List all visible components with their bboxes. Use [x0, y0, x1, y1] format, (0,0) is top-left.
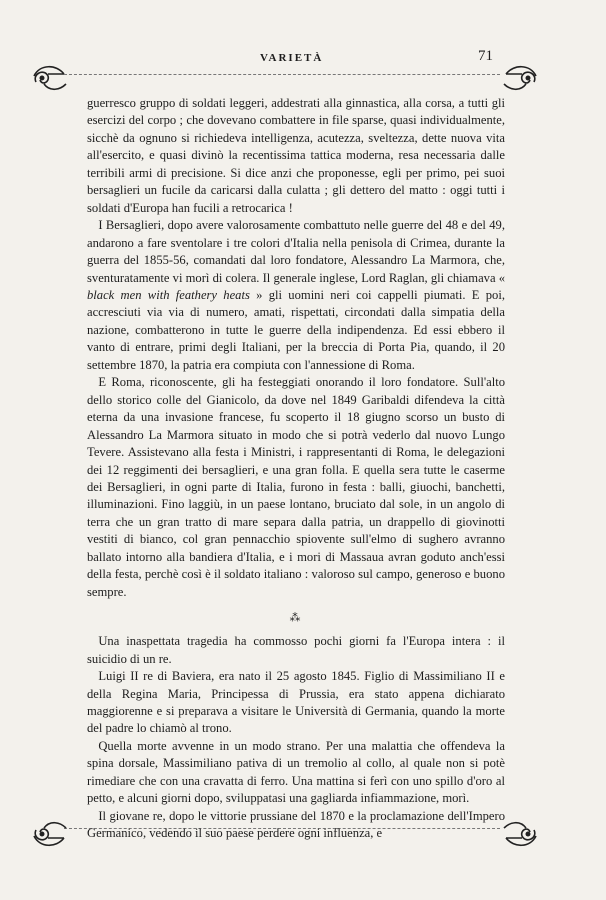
- page-number: 71: [478, 48, 493, 64]
- text-run: I Bersaglieri, dopo avere valorosamente combattuto nelle guerre del 48 e del 49, andarono a fare sventolare i tre colori d'Italia nella penisola di Crimea, durante la guerra del 1855-56, comandati dal loro fondatore, Alessandro La Marmora, che, sventuratamente vi morì di colera. Il generale inglese, Lord Raglan, gli chiamava «: [87, 218, 505, 285]
- paragraph: Quella morte avvenne in un modo strano. Per una malattia che offendeva la spina dorsale, Massimiliano pativa di un tremolio al collo, al quale non si potè rimediare che con una cravatta di ferro. Una mattina si ferì con uno spillo d'oro al petto, e alcuni giorni dopo, sviluppatasi una gagliarda infiammazione, morì.: [87, 738, 505, 806]
- body-text: [87, 95, 505, 843]
- italic-quote: black men with feathery heats: [87, 287, 250, 302]
- flourish-icon-top-left: [30, 62, 70, 100]
- flourish-icon-bottom-right: [500, 812, 540, 850]
- text-run: » gli uomini neri coi cappelli piumati. E poi, accresciuti via via di numero, amati, rispettati, circondati dalla simpatia della nazione, combatterono in tutte le guerre della indipendenza. Ed essi ebbero il vanto di entrare, primi degli Italiani, per la breccia di Porta Pia, quando, il 20 settembre 1870, la patria era compiuta con l'annessione di Roma.: [87, 287, 505, 372]
- paragraph: Una inaspettata tragedia ha commosso pochi giorni fa l'Europa intera : il suicidio di un re.: [87, 634, 505, 666]
- section-divider: ⁂: [289, 612, 303, 625]
- flourish-icon-bottom-left: [30, 812, 70, 850]
- running-title: VARIETÀ: [260, 52, 324, 64]
- paragraph: Il giovane re, dopo le vittorie prussiane del 1870 e la proclamazione dell'Impero Germanico, vedendo il suo paese perdere ogni influenza, e: [87, 808, 505, 841]
- paragraph: guerresco gruppo di soldati leggeri, addestrati alla ginnastica, alla corsa, a tutti gli esercizi del corpo ; che dovevano combattere in file sparse, quasi individualmente, sicchè da ognuno si richiedeva intelligenza, acutezza, sveltezza, dette nuova vita all'esercito, e quasi divinò la recentissima tattica moderna, resa necessaria dalle terribili armi di precisione. Si dice anzi che proponesse, egli per primo, pei suoi bersaglieri un fucile da caricarsi dalla culatta ; gli dettero del matto : oggi tutti i soldati d'Europa han fucili a retrocarica !: [87, 96, 505, 215]
- flourish-icon-top-right: [500, 62, 540, 100]
- paragraph: [87, 217, 505, 374]
- top-rule: [64, 74, 500, 75]
- paragraph: Luigi II re di Baviera, era nato il 25 agosto 1845. Figlio di Massimiliano II e della Regina Maria, Principessa di Prussia, era stato appena dichiarato maggiorenne e si preparava a visitare le Università di Germania, quando la morte del padre lo chiamò al trono.: [87, 669, 505, 736]
- paragraph: E Roma, riconoscente, gli ha festeggiati onorando il loro fondatore. Sull'alto dello storico colle del Gianicolo, da dove nel 1849 Garibaldi difendeva la città eterna da una invasione francese, fu scoperto il 18 giugno scorso un busto di Alessandro La Marmora situato in modo che si potrà vederlo dal nuovo Lungo Tevere. Assistevano alla festa i Ministri, i rappresentanti di Roma, le delegazioni dei 12 reggimenti dei bersaglieri, e una gran folla. E quella sera tutte le caserme dei Bersaglieri, in ogni parte di Italia, furono in festa : balli, giuochi, banchetti, illuminazioni. Fino laggiù, in un paese lontano, bruciato dal sole, in un angolo di terra che un gran tratto di mare separa dalla patria, un drappello di giovinotti vestiti di bianco, col gran pennacchio spiovente sull'elmo di sughero avranno ballato intorno alla bandiera d'Italia, e i mori di Massaua avran goduto anch'essi della festa, perchè così è il soldato italiano : valoroso sul campo, generoso e buono sempre.: [87, 375, 505, 599]
